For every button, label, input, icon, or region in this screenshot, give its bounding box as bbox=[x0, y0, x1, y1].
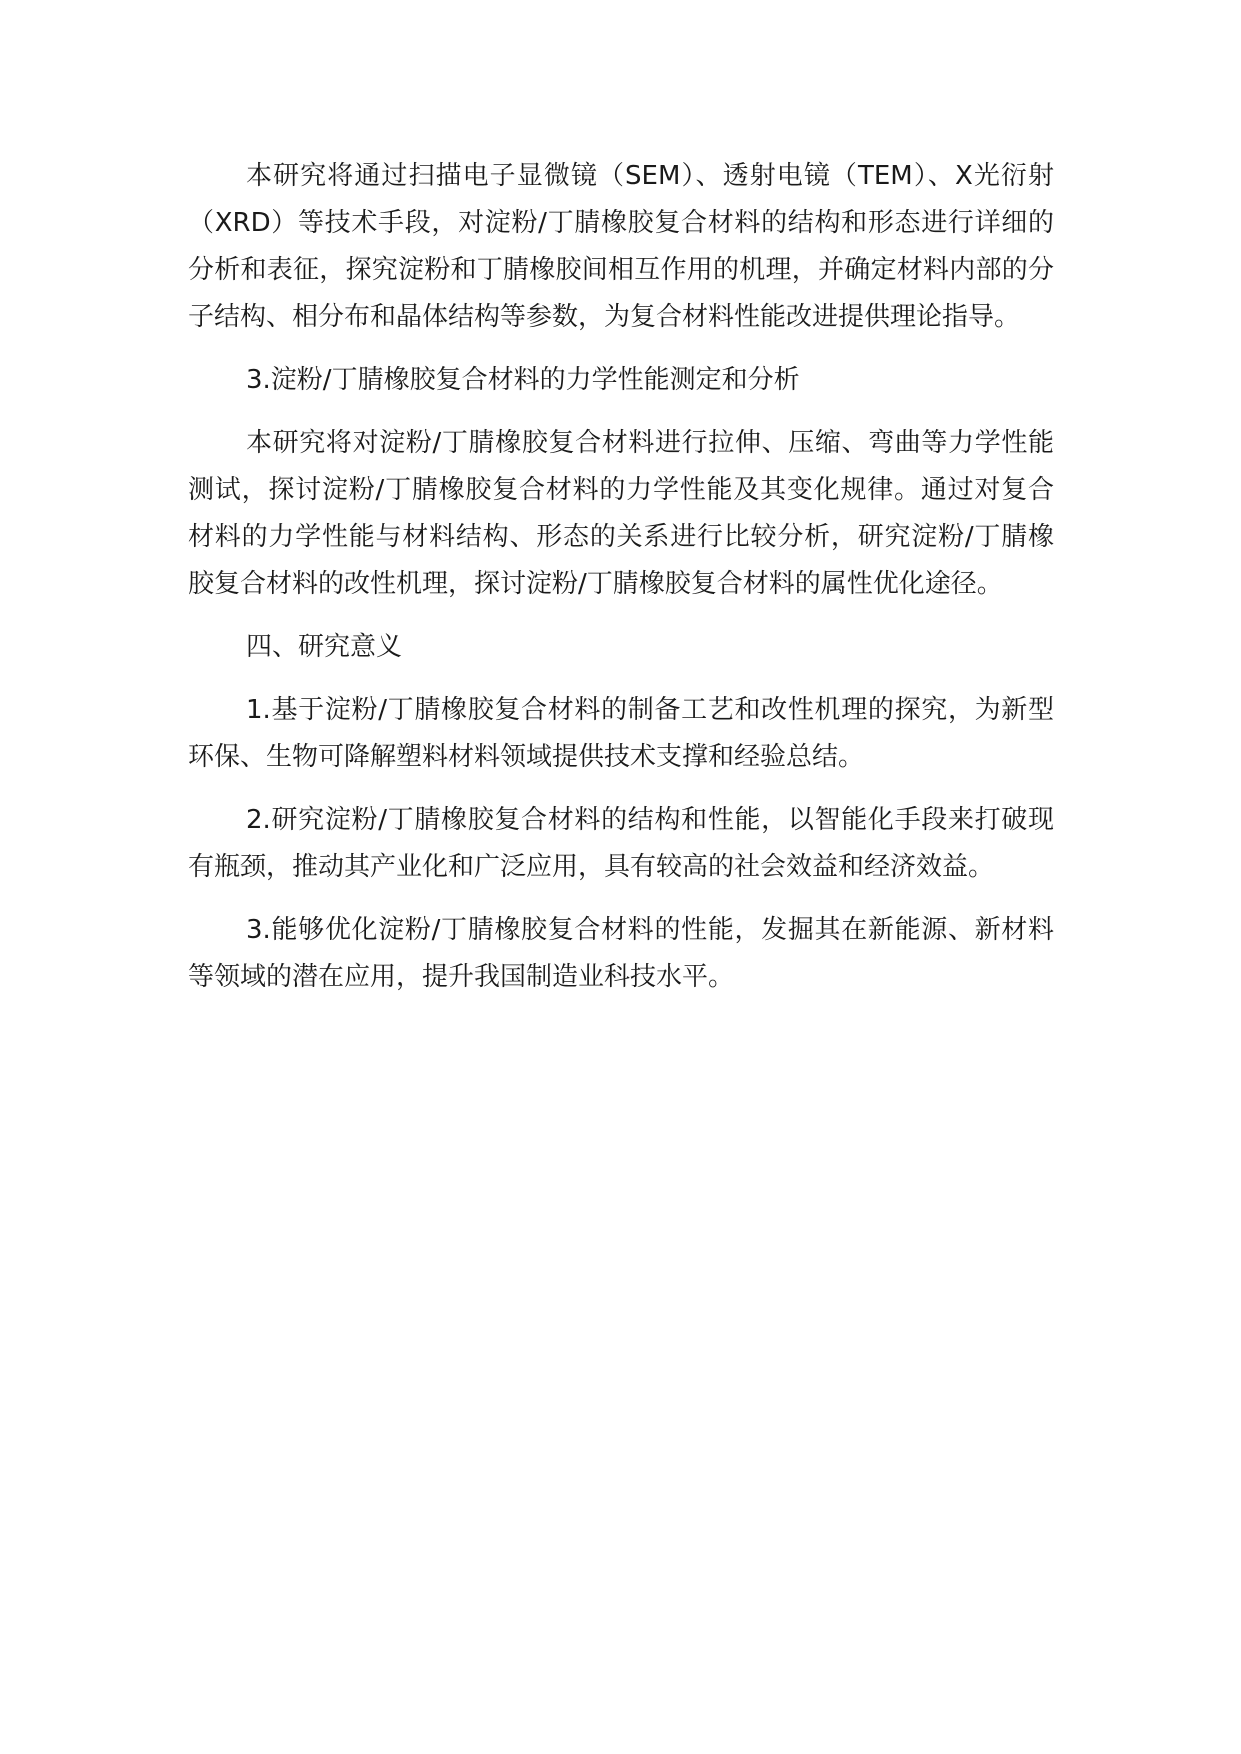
document-body bbox=[188, 153, 1054, 1017]
section-heading-significance: 四、研究意义 bbox=[246, 632, 403, 662]
paragraph-significance-2: 2.研究淀粉/丁腈橡胶复合材料的结构和性能，以智能化手段来打破现有瓶颈，推动其产业化和广泛应用，具有较高的社会效益和经济效益。 bbox=[188, 805, 1054, 882]
paragraph-significance-3: 3.能够优化淀粉/丁腈橡胶复合材料的性能，发掘其在新能源、新材料等领域的潜在应用，提升我国制造业科技水平。 bbox=[188, 915, 1054, 992]
paragraph-significance-1: 1.基于淀粉/丁腈橡胶复合材料的制备工艺和改性机理的探究，为新型环保、生物可降解塑料材料领域提供技术支撑和经验总结。 bbox=[188, 695, 1054, 772]
paragraph-methods-structure: 本研究将通过扫描电子显微镜（SEM）、透射电镜（TEM）、X光衍射（XRD）等技术手段，对淀粉/丁腈橡胶复合材料的结构和形态进行详细的分析和表征，探究淀粉和丁腈橡胶间相互作用的机理，并确定材料内部的分子结构、相分布和晶体结构等参数，为复合材料性能改进提供理论指导。 bbox=[188, 161, 1054, 332]
paragraph-mechanical-testing: 本研究将对淀粉/丁腈橡胶复合材料进行拉伸、压缩、弯曲等力学性能测试，探讨淀粉/丁腈橡胶复合材料的力学性能及其变化规律。通过对复合材料的力学性能与材料结构、形态的关系进行比较分析，研究淀粉/丁腈橡胶复合材料的改性机理，探讨淀粉/丁腈橡胶复合材料的属性优化途径。 bbox=[188, 428, 1054, 599]
section-heading-mechanical-testing: 3.淀粉/丁腈橡胶复合材料的力学性能测定和分析 bbox=[246, 365, 800, 395]
